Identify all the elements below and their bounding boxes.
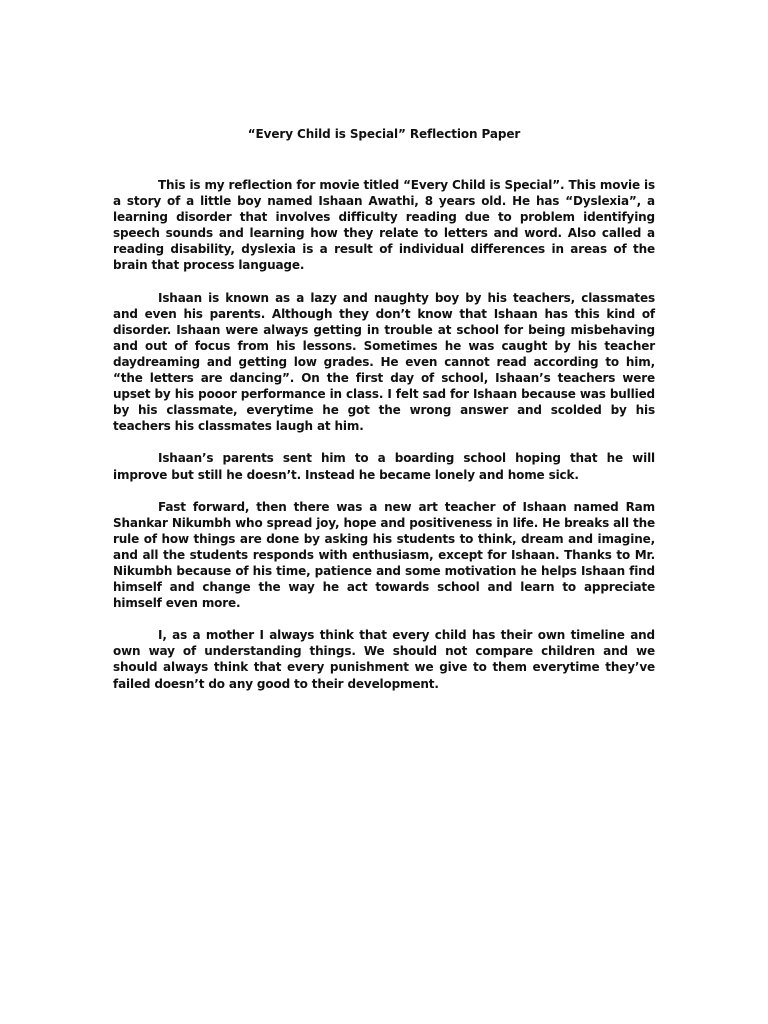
paragraph-boarding-school: Ishaan’s parents sent him to a boarding school hoping that he will improve but still he doesn’t. Instead he became lonely and home sick. <box>113 451 655 482</box>
paragraph-intro: This is my reflection for movie titled “Every Child is Special”. This movie is a story of a little boy named Ishaan Awathi, 8 years old. He has “Dyslexia”, a learning disorder that involves difficulty reading due to problem identifying speech sounds and learning how they relate to letters and word. Also called a reading disability, dyslexia is a result of individual differences in areas of the brain that process language. <box>113 178 655 273</box>
paragraph-art-teacher: Fast forward, then there was a new art teacher of Ishaan named Ram Shankar Nikumbh who spread joy, hope and positiveness in life. He breaks all the rule of how things are done by asking his students to think, dream and imagine, and all the students responds with enthusiasm, except for Ishaan. Thanks to Mr. Nikumbh because of his time, patience and some motivation he helps Ishaan find himself and change the way he act towards school and learn to appreciate himself even more. <box>113 499 655 611</box>
paragraph-ishaan-known: Ishaan is known as a lazy and naughty boy by his teachers, classmates and even his parents. Although they don’t know that Ishaan has this kind of disorder. Ishaan were always getting in trouble at school for being misbehaving and out of focus from his lessons. Sometimes he was caught by his teacher daydreaming and getting low grades. He even cannot read according to him, “the letters are dancing”. On the first day of school, Ishaan’s teachers were upset by his pooor performance in class. I felt sad for Ishaan because was bullied by his classmate, everytime he got the wrong answer and scolded by his teachers his classmates laugh at him. <box>113 290 655 434</box>
document-title: “Every Child is Special” Reflection Paper <box>247 127 521 141</box>
paragraph-conclusion: I, as a mother I always think that every child has their own timeline and own way of understanding things. We should not compare children and we should always think that every punishment we give to them everytime they’ve failed doesn’t do any good to their development. <box>113 628 655 691</box>
document-body <box>113 126 655 692</box>
